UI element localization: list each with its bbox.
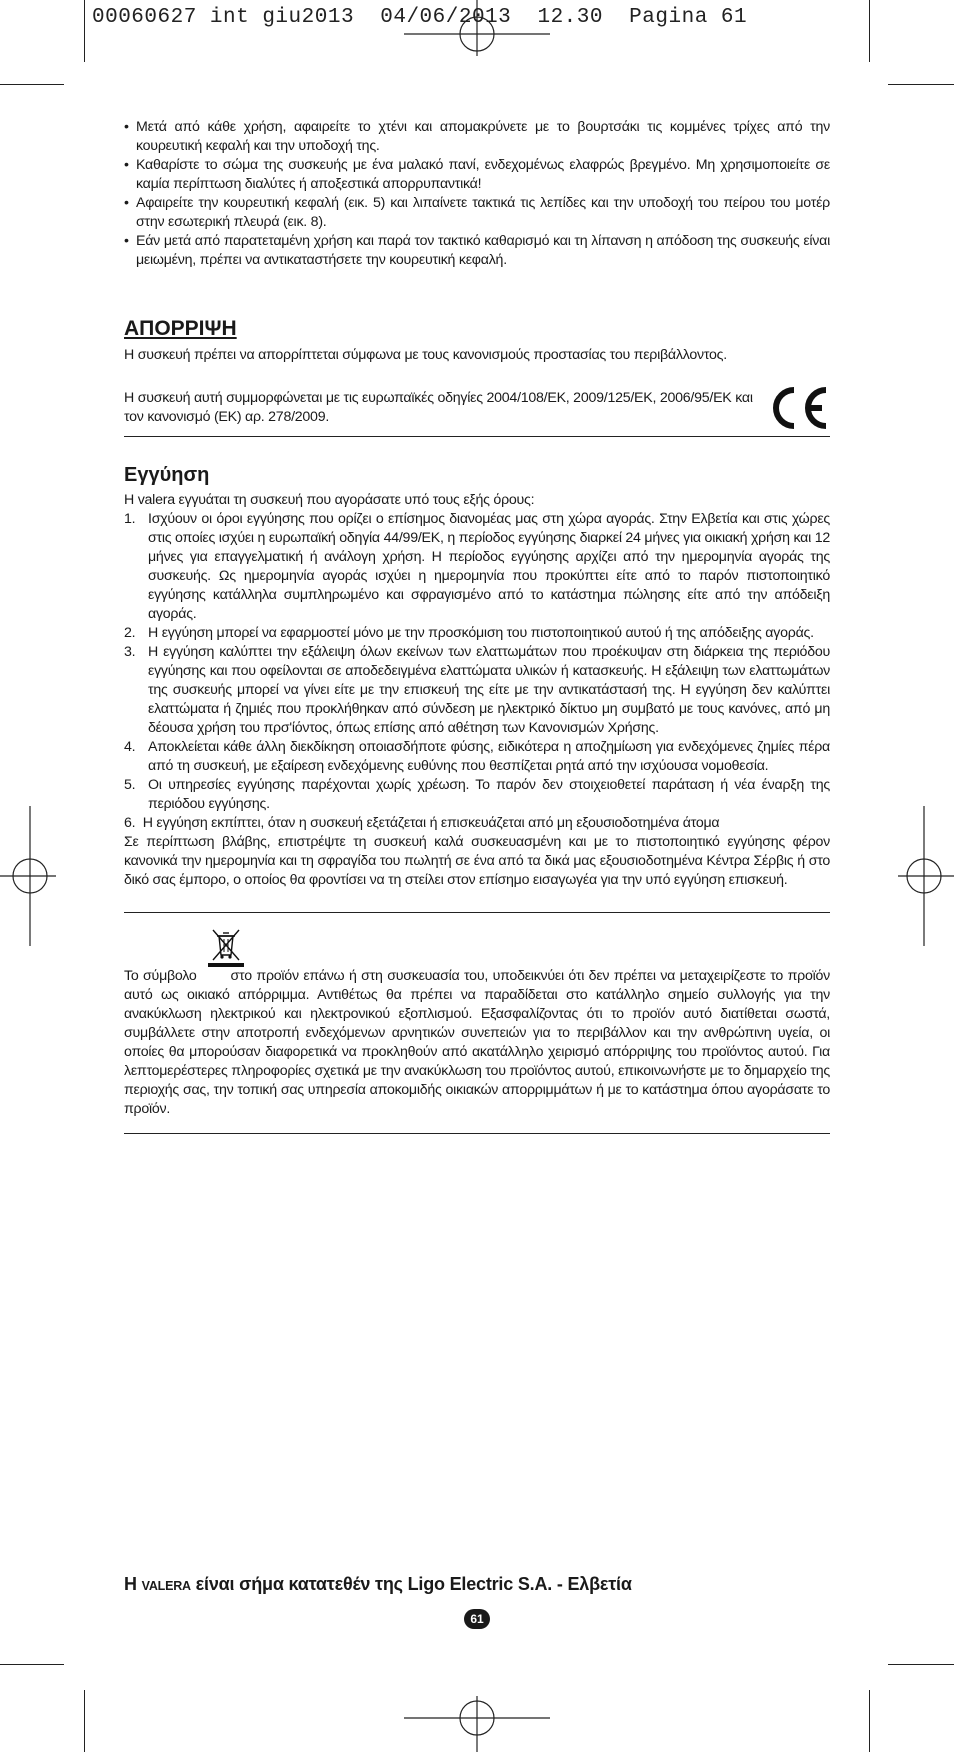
weee-text: Το σύμβολο στο προϊόν επάνω ή στη συσκευασία του, υποδεικνύει ότι δεν πρέπει να μεταχειρίζεστε το προϊόν αυτό ως οικιακό απόρριμμα. Αντιθέτως θα πρέπει να παραδίδεται στο κατάλληλο σημείο συλλογής για την ανακύκλωση ηλεκτρικού και ηλεκτρονικού εξοπλισμού. Εξασφαλίζοντας ότι το προϊόν αυτό διατίθεται σωστά, συμβάλλετε στην αποτροπή ενδεχόμενων αρνητικών συνεπειών για το περιβάλλον και την ανθρώπινη υγεία, οι οποίες θα μπορούσαν διαφορετικά να προκληθούν από ακατάλληλο χειρισμό απόρριψης του προϊόντος αυτού. Για λεπτομερέστερες πληροφορίες σχετικά με την ανακύκλωση του προϊόντος αυτού, επικοινωνήστε με το δημαρχείο της περιοχής σας, την τοπική σας υπηρεσία αποκομιδής οικιακών απορριμμάτων ή με το κατάστημα όπου αγοράσατε το προϊόν. bbox=[124, 968, 830, 1117]
cleaning-item: • Μετά από κάθε χρήση, αφαιρείτε το χτένι και απομακρύνετε με το βουρτσάκι τις κομμένες τρίχες από την κουρευτική κεφαλή και την υποδοχή της. bbox=[124, 118, 830, 156]
warranty-term: 4. Αποκλείεται κάθε άλλη διεκδίκηση οποιασδήποτε φύσης, ειδικότερα η αποζημίωση για ενδεχόμενες ζημίες πέρα από τη συσκευή, με εξαίρεση ενδεχόμενης ευθύνης που θεσπίζεται ρητά από την ισχύουσα νομοθεσία. bbox=[124, 739, 830, 774]
warranty-term: 2. Η εγγύηση μπορεί να εφαρμοστεί μόνο με την προσκόμιση του πιστοποιητικού αυτού ή της απόδειξης αγοράς. bbox=[124, 625, 814, 641]
weee-notice bbox=[124, 912, 830, 1119]
brand-name: VALERA bbox=[141, 1579, 191, 1593]
warranty-term: 1. Ισχύουν οι όροι εγγύησης που ορίζει ο επίσημος διανομέας μας στη χώρα αγοράς. Στην Ελβετία και στις χώρες στις οποίες ισχύει η ευρωπαϊκή οδηγία 44/99/ΕΚ, η περίοδος εγγύησης διαρκεί 24 μήνες για οικιακή χρήση και 12 μήνες για επαγγελματική ή ανάλογη χρήση. Η περίοδος εγγύησης αρχίζει από την ημερομηνία αγοράς της συσκευής. Ως ημερομηνία αγοράς ισχύει η ημερομηνία που προκύπτει είτε από το παρόν πιστοποιητικό εγγύησης κατάλληλα συμπληρωμένο και σφραγισμένο από το κατάστημα πώλησης είτε από την απόδειξη αγοράς. bbox=[124, 511, 830, 622]
cleaning-item: • Καθαρίστε το σώμα της συσκευής με ένα μαλακό πανί, ενδεχομένως ελαφρώς βρεγμένο. Μη χρησιμοποιείτε σε καμία περίπτωση διαλύτες ή αποξεστικά απορρυπαντικά! bbox=[124, 156, 830, 194]
registration-mark-right bbox=[898, 806, 954, 946]
warranty-terms bbox=[124, 510, 830, 814]
cleaning-list bbox=[124, 118, 830, 270]
warranty-term: 5. Οι υπηρεσίες εγγύησης παρέχονται χωρίς χρέωση. Το παρόν δεν στοιχειοθετεί παράταση ή νέα έναρξη της περιόδου εγγύησης. bbox=[124, 777, 830, 812]
ce-text: Η συσκευή αυτή συμμορφώνεται με τις ευρωπαϊκές οδηγίες 2004/108/ΕΚ, 2009/125/ΕΚ, 2006/95/ΕΚ και τον κανονισμό (ΕΚ) αρ. 278/2009. bbox=[124, 390, 753, 425]
ce-conformity bbox=[124, 386, 830, 430]
registration-mark-top bbox=[404, 0, 550, 56]
cleaning-item: • Αφαιρείτε την κουρευτική κεφαλή (εικ. 5) και λιπαίνετε τακτικά τις λεπίδες και την υποδοχή του πείρου του μοτέρ στην εσωτερική πλευρά (εικ. 8). bbox=[124, 194, 830, 232]
ce-mark-icon bbox=[768, 386, 830, 430]
page-content bbox=[124, 118, 830, 1134]
trademark-line: Η VALERA είναι σήμα κατατεθέν της Ligo Electric S.A. - Ελβετία bbox=[124, 1574, 632, 1594]
divider bbox=[124, 1133, 830, 1134]
cleaning-item: • Εάν μετά από παρατεταμένη χρήση και παρά τον τακτικό καθαρισμό και τη λίπανση η απόδοση της συσκευής είναι μειωμένη, πρέπει να αντικαταστήσετε την κουρευτική κεφαλή. bbox=[124, 232, 830, 270]
warranty-term: 3. Η εγγύηση καλύπτει την εξάλειψη όλων εκείνων των ελαττωμάτων που προέκυψαν στη διάρκεια της περιόδου εγγύησης και που οφείλονται σε αποδεδειγμένα ελαττώματα υλικών ή κατασκευής. Η εξάλειψη των ελαττωμάτων της συσκευής μπορεί να γίνει είτε με την επισκευή της είτε με την αντικατάστασή της. Η εγγύηση δεν καλύπτει ελαττώματα ή ζημιές που προκλήθηκαν από σύνδεση με ηλεκτρικό δίκτυο μη συμβατό με τους κανόνες, από μη δέουσα χρήση του πρσ'ίόντος, όπως επίσης από αθέτηση των Κανονισμών Χρήσης. bbox=[124, 644, 830, 736]
page-number: 61 bbox=[464, 1609, 490, 1629]
warranty-closing: Σε περίπτωση βλάβης, επιστρέψτε τη συσκευή καλά συσκευασμένη και με το πιστοποιητικό εγγύησης φέρον κανονικά την ημερομηνία και τη σφραγίδα του πωλητή σε ένα από τα δικά μας εξουσιοδοτημένα Κέντρα Σέρβις ή στο δικό σας έμπορο, ο οποίος θα φροντίσει να τη στείλει στον επίσημο εισαγωγέα για την υπό εγγύηση επισκευή. bbox=[124, 834, 830, 888]
registration-mark-left bbox=[0, 806, 56, 946]
warranty-intro: Η valera εγγυάται τη συσκευή που αγοράσατε υπό τους εξής όρους: bbox=[124, 492, 535, 508]
registration-mark-bottom bbox=[404, 1696, 550, 1752]
disposal-text: Η συσκευή πρέπει να απορρίπτεται σύμφωνα με τους κανονισμούς προστασίας του περιβάλλοντος. bbox=[124, 347, 727, 363]
print-slug: 00060627 int giu2013 04/06/2013 12.30 Pagina 61 bbox=[92, 6, 748, 29]
disposal-heading: ΑΠΟΡΡΙΨΗ bbox=[124, 317, 237, 340]
divider bbox=[124, 436, 830, 437]
warranty-term-6: 6. Η εγγύηση εκπίπτει, όταν η συσκευή εξετάζεται ή επισκευάζεται από μη εξουσιοδοτημένα άτομα bbox=[124, 815, 720, 831]
crossed-bin-icon bbox=[208, 927, 244, 967]
warranty-heading: Εγγύηση bbox=[124, 464, 210, 486]
